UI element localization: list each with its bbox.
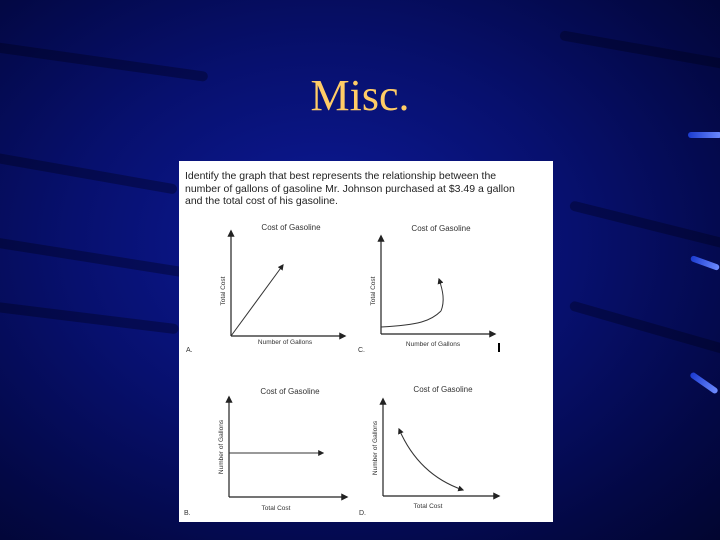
graph-letter: B.	[184, 510, 191, 517]
graph-c	[358, 224, 495, 354]
background-accent	[690, 255, 720, 271]
background-streak	[0, 300, 179, 334]
background-accent	[688, 132, 720, 138]
graphs-figure	[179, 161, 553, 522]
graph-letter: A.	[186, 347, 193, 354]
data-line	[231, 265, 283, 336]
graph-letter: C.	[358, 347, 365, 354]
x-axis-label: Total Cost	[261, 505, 291, 512]
background-accent	[689, 371, 719, 394]
x-axis-label: Number of Gallons	[405, 341, 461, 348]
y-axis-label: Total Cost	[370, 276, 377, 306]
graph-a	[186, 223, 345, 354]
graph-title: Cost of Gasoline	[261, 223, 321, 232]
y-axis-label: Number of Gallons	[372, 420, 379, 476]
graph-letter: D.	[359, 510, 366, 517]
background-streak	[559, 30, 720, 71]
x-axis-label: Total Cost	[413, 503, 443, 510]
graph-b	[184, 387, 347, 517]
graph-title: Cost of Gasoline	[260, 387, 320, 396]
graph-title: Cost of Gasoline	[411, 224, 471, 233]
question-line: and the total cost of his gasoline.	[185, 195, 338, 207]
graph-d	[359, 385, 499, 517]
background-streak	[0, 235, 188, 278]
y-axis-label: Number of Gallons	[218, 419, 225, 475]
slide-title: Misc.	[310, 71, 410, 120]
data-curve	[439, 279, 443, 311]
data-curve	[381, 311, 441, 327]
background-streak	[569, 200, 720, 251]
background-streak	[0, 150, 178, 195]
x-axis-label: Number of Gallons	[257, 339, 313, 346]
question-line: Identify the graph that best represents the relationship between the	[185, 170, 497, 182]
graph-title: Cost of Gasoline	[413, 385, 473, 394]
worksheet-image	[179, 161, 553, 522]
y-axis-label: Total Cost	[220, 276, 227, 306]
text-cursor	[498, 343, 500, 352]
data-curve	[399, 429, 463, 490]
question-line: number of gallons of gasoline Mr. Johnson purchased at $3.49 a gallon	[185, 182, 515, 195]
background-streak	[569, 300, 720, 356]
